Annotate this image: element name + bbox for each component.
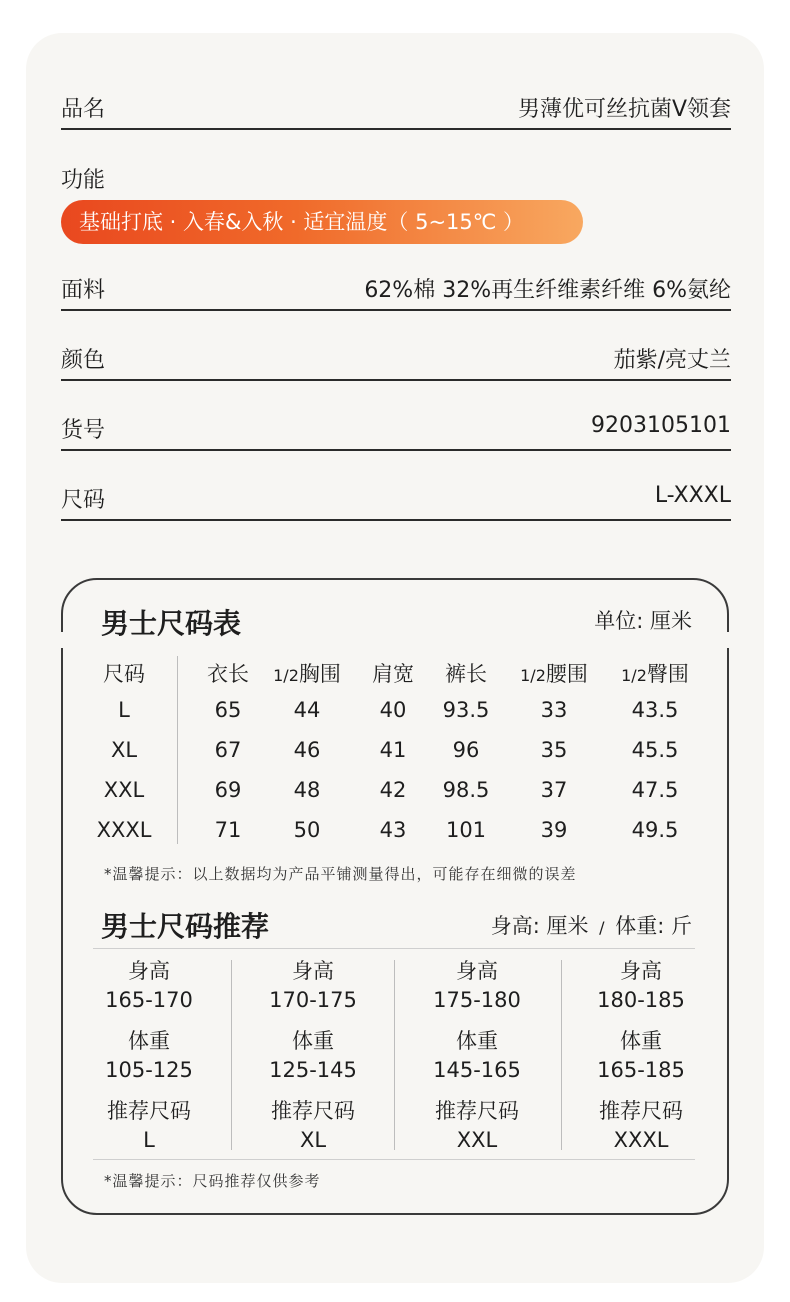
function-label: 功能 <box>61 168 106 193</box>
size-header-text: 肩宽 <box>372 662 414 686</box>
size-cell: 93.5 <box>442 698 490 722</box>
recommend-value: 180-185 <box>597 988 685 1012</box>
size-cell: 46 <box>293 738 321 762</box>
recommend-cell <box>407 1097 547 1155</box>
recommend-value: 175-180 <box>433 988 521 1012</box>
recommend-cell <box>79 957 219 1015</box>
recommend-label: 身高 <box>292 959 334 983</box>
recommend-value: XXXL <box>613 1128 669 1152</box>
recommend-cell <box>79 1097 219 1155</box>
size-cell: 67 <box>214 738 242 762</box>
recommend-value: 125-145 <box>269 1058 357 1082</box>
recommend-label: 体重 <box>456 1029 498 1053</box>
size-cell: 39 <box>540 818 568 842</box>
size-cell: 35 <box>540 738 568 762</box>
size-header <box>600 658 710 688</box>
size-cell: 44 <box>293 698 321 722</box>
size-cell: 65 <box>214 698 242 722</box>
recommend-divider <box>561 960 562 1150</box>
recommend-cell <box>243 1027 383 1085</box>
size-cell: 33 <box>540 698 568 722</box>
function-tag: 基础打底 · 入春&入秋 · 适宜温度（ 5~15℃ ） <box>61 200 583 244</box>
recommend-label: 推荐尺码 <box>107 1099 191 1123</box>
recommend-label: 推荐尺码 <box>435 1099 519 1123</box>
info-row-size <box>61 483 731 521</box>
size-header-text: 衣长 <box>207 662 249 686</box>
recommend-label: 体重 <box>292 1029 334 1053</box>
size-header-prefix: 1/2 <box>273 666 299 685</box>
recommend-title: 男士尺码推荐 <box>101 910 270 943</box>
size-cell: 49.5 <box>631 818 679 842</box>
size-header-text: 臀围 <box>646 662 689 686</box>
info-label: 货号 <box>61 418 106 443</box>
recommend-value: XL <box>299 1128 327 1152</box>
size-cell: 42 <box>379 778 407 802</box>
size-cell: 48 <box>293 778 321 802</box>
size-table-unit: 单位: 厘米 <box>594 609 692 633</box>
size-header-prefix: 1/2 <box>520 666 546 685</box>
recommend-value: XXL <box>456 1128 498 1152</box>
recommend-unit <box>491 910 692 940</box>
recommend-cell <box>79 1027 219 1085</box>
info-value: 男薄优可丝抗菌V领套 <box>517 97 731 122</box>
recommend-value: 165-185 <box>597 1058 685 1082</box>
size-header <box>69 658 179 688</box>
size-header-text: 胸围 <box>298 662 341 686</box>
recommend-unit-height: 身高: 厘米 <box>490 914 589 938</box>
info-value: 茄紫/亮丈兰 <box>613 348 731 373</box>
size-cell: 40 <box>379 698 407 722</box>
recommend-cell <box>571 1027 711 1085</box>
info-value: 62%棉 32%再生纤维素纤维 6%氨纶 <box>364 278 731 303</box>
info-label: 尺码 <box>61 488 106 513</box>
size-cell: 37 <box>540 778 568 802</box>
recommend-unit-weight: 体重: 斤 <box>615 914 692 938</box>
size-column-divider <box>177 656 178 844</box>
size-cell: 41 <box>379 738 407 762</box>
size-header-text: 裤长 <box>445 662 487 686</box>
size-cell: L <box>118 698 130 722</box>
size-cell: 98.5 <box>442 778 490 802</box>
size-cell: 96 <box>452 738 480 762</box>
recommend-cell <box>407 1027 547 1085</box>
recommend-top-rule <box>93 948 695 949</box>
recommend-cell <box>571 1097 711 1155</box>
recommend-cell <box>407 957 547 1015</box>
recommend-cell <box>571 957 711 1015</box>
recommend-label: 推荐尺码 <box>271 1099 355 1123</box>
info-label: 颜色 <box>61 348 106 373</box>
recommend-divider <box>231 960 232 1150</box>
recommend-note: *温馨提示：尺码推荐仅供参考 <box>104 1172 321 1190</box>
size-cell: 43.5 <box>631 698 679 722</box>
size-table-note: *温馨提示：以上数据均为产品平铺测量得出，可能存在细微的误差 <box>104 865 577 883</box>
size-cell: 47.5 <box>631 778 679 802</box>
info-row-sku <box>61 413 731 451</box>
recommend-label: 身高 <box>128 959 170 983</box>
info-value: 9203105101 <box>591 413 731 438</box>
info-row-fabric <box>61 273 731 311</box>
size-cell: 50 <box>293 818 321 842</box>
info-row-color <box>61 343 731 381</box>
info-label: 面料 <box>61 278 106 303</box>
recommend-cell <box>243 957 383 1015</box>
recommend-label: 身高 <box>456 959 498 983</box>
size-cell: 101 <box>445 818 487 842</box>
size-cell: XXL <box>103 778 145 802</box>
recommend-unit-sep: / <box>599 918 605 937</box>
size-cell: 43 <box>379 818 407 842</box>
recommend-label: 身高 <box>620 959 662 983</box>
recommend-value: 145-165 <box>433 1058 521 1082</box>
recommend-label: 体重 <box>128 1029 170 1053</box>
size-cell: 71 <box>214 818 242 842</box>
recommend-value: 105-125 <box>105 1058 193 1082</box>
size-header <box>499 658 609 688</box>
size-header-text: 尺码 <box>103 662 145 686</box>
size-cell: XXXL <box>96 818 152 842</box>
recommend-value: 170-175 <box>269 988 357 1012</box>
recommend-value: 165-170 <box>105 988 193 1012</box>
recommend-label: 体重 <box>620 1029 662 1053</box>
info-row-name <box>61 92 731 130</box>
recommend-value: L <box>143 1128 155 1152</box>
recommend-divider <box>394 960 395 1150</box>
recommend-label: 推荐尺码 <box>599 1099 683 1123</box>
size-header-prefix: 1/2 <box>621 666 647 685</box>
size-cell: 45.5 <box>631 738 679 762</box>
recommend-bottom-rule <box>93 1159 695 1160</box>
size-cell: XL <box>110 738 138 762</box>
size-header-text: 腰围 <box>545 662 588 686</box>
size-cell: 69 <box>214 778 242 802</box>
recommend-cell <box>243 1097 383 1155</box>
info-value: L-XXXL <box>654 483 731 508</box>
size-table-title: 男士尺码表 <box>101 607 242 640</box>
info-label: 品名 <box>61 97 106 122</box>
